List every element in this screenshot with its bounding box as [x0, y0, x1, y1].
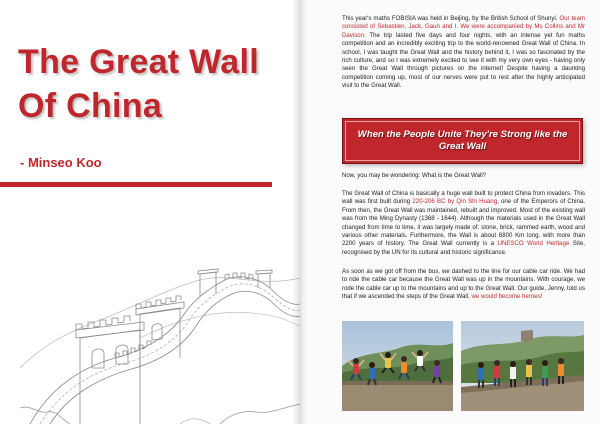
cable-car-paragraph	[342, 268, 585, 302]
history-text-c: , one of the Emperors of China. From then, the Great Wall was maintained, rebuilt and improved. Most of the existing wall was from the Ming Dynasty (1368 - 1644). Although the materials used in the Great Wall changed from time to time, it was largely made of: stone, brick, rammed earth, wood and various other materials. Furthermore, the Wall is about 8800 Km long, with more than 2200 years of history. The Great Wall currently is a	[342, 198, 585, 248]
intro-text-a: This year's maths FOBISIA was held in Beijing, by the British School of Shunyi.	[342, 15, 560, 22]
intro-text-c: . The trip lasted five days and four nights, with an intense yet fun maths competition and an incredibly exciting trip to the world-renowned Great Wall of China. In school, I was taught the Great Wall and the history behind it, I was so fascinated by the rich culture, and so I was extremely excited to see it with my very own eyes - having only seen the Great Wall through pictures on the internet! Despite having a daunting competition coming up, most of our nerves were put to rest after the highly anticipated visit to the Great Wall.	[342, 31, 585, 90]
title-line-2: Of China	[18, 87, 163, 125]
quote-banner	[342, 118, 583, 164]
history-text-a: The Great Wall of China is basically a huge wall built to protect China from invaders. This wall was first built during	[342, 190, 585, 206]
cable-car-text-a: As soon as we got off from the bus, we dashed to the line for our cable car ride. We had to ride the cable car because the Great Wall was up in the mountains. With courage, we rode the cable car up to the mountains and up to the Great Wall. Our guide, Jenny, told us that if we ascended the steps of the Great Wall,	[342, 268, 585, 301]
article-title	[18, 40, 259, 128]
history-highlight-dates: 220-206 BC by Qin Shi Huang	[412, 198, 498, 206]
history-highlight-unesco: UNESCO World Heritage	[497, 240, 570, 248]
cable-car-highlight: we would become heroes!	[471, 293, 543, 301]
quote-banner-frame	[345, 121, 580, 161]
intro-paragraph	[342, 15, 585, 91]
history-paragraph	[342, 190, 585, 257]
author-byline: - Minseo Koo	[20, 155, 102, 170]
title-rule	[0, 182, 272, 187]
question-paragraph: Now, you may be wondering: What is the Great Wall?	[342, 172, 487, 179]
intro-highlight: Our team consisted of Sebastien, Jack, Gaun and I. We were accompanied by Ms Collins and Mr Davison	[342, 15, 585, 39]
group-standing-photo	[461, 321, 584, 411]
group-jump-photo	[342, 321, 453, 411]
great-wall-illustration	[20, 218, 300, 424]
title-line-1: The Great Wall	[18, 43, 259, 81]
quote-banner-text: When the People Unite They're Strong like the Great Wall	[357, 129, 568, 152]
history-text-e: Site, recognised by the UN for its cultural and historic significance.	[342, 240, 585, 256]
page-gutter	[292, 0, 308, 424]
